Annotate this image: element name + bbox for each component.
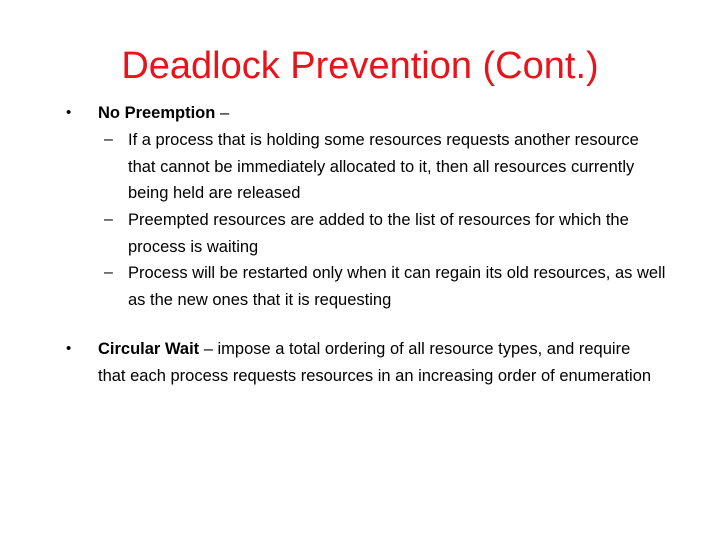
bullet-text: [98, 336, 658, 389]
subitem-marker: –: [104, 264, 113, 281]
bullet-heading: Circular Wait: [98, 340, 200, 358]
subitem-text: Preempted resources are added to the list of resources for which the process is waiting: [128, 211, 629, 256]
subitem-marker: –: [104, 131, 113, 148]
subitem-text: If a process that is holding some resources requests another resource that cannot be immediately allocated to it, then all resources currently being held are released: [128, 131, 639, 202]
bullet-separator: – impose a total ordering of all resource types, and require that each process requests resources in an increasing order of enumeration: [98, 340, 652, 385]
bullet-heading: No Preemption: [98, 104, 216, 122]
bullet-marker: •: [66, 340, 72, 357]
subitem-text: Process will be restarted only when it can regain its old resources, as well as the new ones that it is requesting: [128, 264, 666, 309]
bullet-text: [98, 100, 658, 127]
slide-title: Deadlock Prevention (Cont.): [121, 45, 599, 87]
bullet-marker: •: [66, 104, 72, 121]
subitem-marker: –: [104, 211, 113, 228]
bullet-separator: –: [215, 104, 230, 122]
